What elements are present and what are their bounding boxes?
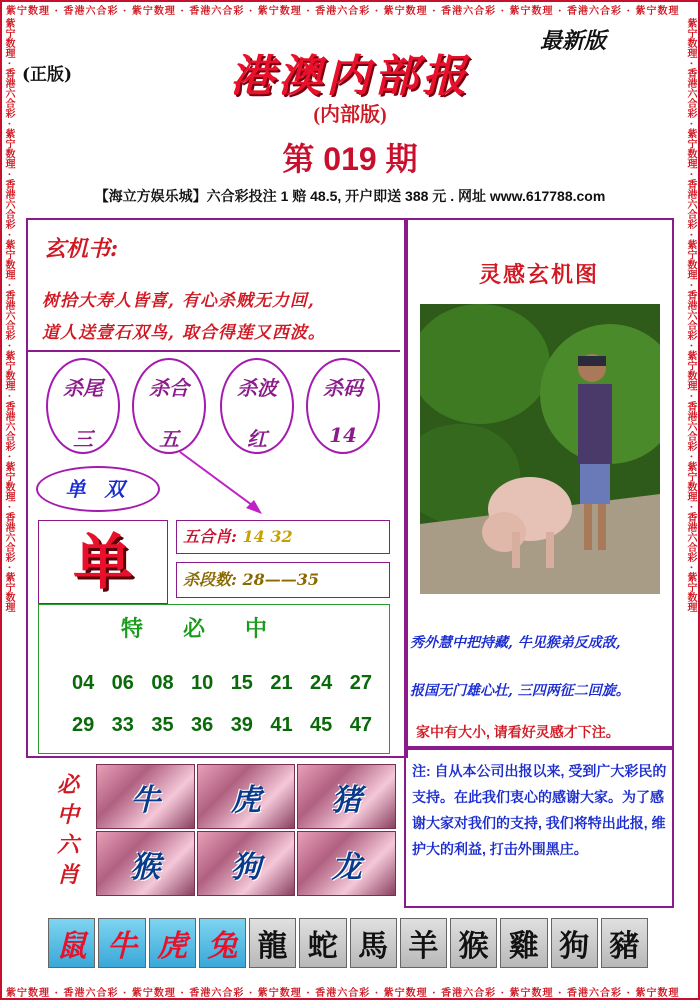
must-hit-six-label: 必中六肖 xyxy=(56,772,79,888)
xuanjishu-line-1: 树拾大寿人皆喜, 有心杀贼无力回, xyxy=(42,291,315,311)
five-combo-box xyxy=(176,520,390,554)
kill-range-label: 杀段数: xyxy=(183,570,237,589)
zodiac-rabbit: 兔 xyxy=(199,918,246,968)
zodiac-cell: 猪 xyxy=(297,764,396,829)
page-subtitle: (内部版) xyxy=(313,104,387,126)
inspiration-title: 灵感玄机图 xyxy=(478,262,599,288)
number-cell: 39 xyxy=(230,714,253,736)
poem-line-1: 秀外慧中把持藏, 牛见猴弟反成敌, xyxy=(410,635,621,651)
number-cell: 04 xyxy=(72,672,95,694)
xuanjishu-title: 玄机书: xyxy=(44,236,119,262)
zodiac-cell: 狗 xyxy=(197,831,296,896)
number-cell: 21 xyxy=(270,672,293,694)
border-text-left: 紫宁数理 · 香港六合彩 · 紫宁数理 · 香港六合彩 · 紫宁数理 · 香港六合彩 · 紫宁数理 · 香港六合彩 · 紫宁数理 · 香港六合彩 · 紫宁数理 xyxy=(3,18,14,613)
notice-text: 注: 自从本公司出报以来, 受到广大彩民的支持。在此我们衷心的感谢大家。为了感谢大家对我们的支持, 我们将特出此报, 维护大的利益, 打击外围黑庄。 xyxy=(412,763,667,857)
page-title: 港澳内部报 xyxy=(230,51,470,102)
zodiac-cell: 龙 xyxy=(297,831,396,896)
oval-kill-combo: 杀合 五 xyxy=(132,358,206,454)
oval-kill-color: 杀波 红 xyxy=(220,358,294,454)
zodiac-cell: 牛 xyxy=(96,764,195,829)
zodiac-pig: 豬 xyxy=(601,918,648,968)
odd-result-char: 单 xyxy=(73,528,133,598)
number-cell: 06 xyxy=(111,672,134,694)
odd-result-box xyxy=(38,520,168,604)
oval-kill-number: 杀码 14 xyxy=(306,358,380,454)
border-text-right: 紫宁数理 · 香港六合彩 · 紫宁数理 · 香港六合彩 · 紫宁数理 · 香港六合彩 · 紫宁数理 · 香港六合彩 · 紫宁数理 · 香港六合彩 · 紫宁数理 xyxy=(685,18,696,613)
number-cell: 41 xyxy=(270,714,293,736)
inspiration-photo xyxy=(420,304,660,594)
five-combo-label: 五合肖: xyxy=(183,527,237,546)
border-text-bottom: 紫宁数理 · 香港六合彩 · 紫宁数理 · 香港六合彩 · 紫宁数理 · 香港六合彩 · 紫宁数理 · 香港六合彩 · 紫宁数理 · 香港六合彩 · 紫宁数理 xyxy=(6,988,680,998)
number-cell: 33 xyxy=(111,714,134,736)
issue-number: 第 019 期 xyxy=(282,141,418,177)
xuanjishu-line-2: 道人送壹石双鸟, 取合得莲又西波。 xyxy=(42,323,326,343)
zodiac-bar xyxy=(48,918,648,968)
zodiac-goat: 羊 xyxy=(400,918,447,968)
poem-line-2: 报国无门雄心壮, 三四两征二回旋。 xyxy=(410,683,630,699)
number-cell: 24 xyxy=(310,672,333,694)
oval-kill-tail: 杀尾 三 xyxy=(46,358,120,454)
numbers-row-1 xyxy=(72,672,372,695)
number-cell: 29 xyxy=(72,714,95,736)
zodiac-cell: 猴 xyxy=(96,831,195,896)
zodiac-monkey: 猴 xyxy=(450,918,497,968)
number-cell: 45 xyxy=(310,714,333,736)
number-cell: 35 xyxy=(151,714,174,736)
zodiac-tiger: 虎 xyxy=(149,918,196,968)
edition-label-right: 最新版 xyxy=(540,28,607,54)
inspiration-tip: 家中有大小, 请看好灵感才下注。 xyxy=(416,724,620,740)
number-cell: 27 xyxy=(349,672,372,694)
special-numbers-title: 特必中 xyxy=(120,616,307,642)
ad-line: 【海立方娱乐城】六合彩投注 1 赔 48.5, 开户即送 388 元 . 网址 www.617788.com xyxy=(94,188,606,204)
border-text-top: 紫宁数理 · 香港六合彩 · 紫宁数理 · 香港六合彩 · 紫宁数理 · 香港六合彩 · 紫宁数理 · 香港六合彩 · 紫宁数理 · 香港六合彩 · 紫宁数理 xyxy=(6,6,680,16)
number-cell: 08 xyxy=(151,672,174,694)
zodiac-rat: 鼠 xyxy=(48,918,95,968)
divider xyxy=(28,350,400,352)
kill-range-box xyxy=(176,562,390,598)
arrow-icon xyxy=(176,448,266,520)
numbers-row-2 xyxy=(72,714,372,737)
zodiac-cell: 虎 xyxy=(197,764,296,829)
five-combo-value: 14 32 xyxy=(242,527,293,546)
zodiac-photo-grid xyxy=(96,764,396,896)
zodiac-dragon: 龍 xyxy=(249,918,296,968)
edition-label-left: (正版) xyxy=(22,65,73,85)
number-cell: 10 xyxy=(191,672,214,694)
odd-even-oval: 单 双 xyxy=(36,466,160,512)
zodiac-snake: 蛇 xyxy=(299,918,346,968)
zodiac-horse: 馬 xyxy=(350,918,397,968)
number-cell: 15 xyxy=(230,672,253,694)
kill-range-value: 28——35 xyxy=(242,570,320,589)
zodiac-rooster: 雞 xyxy=(500,918,547,968)
zodiac-dog: 狗 xyxy=(551,918,598,968)
number-cell: 36 xyxy=(191,714,214,736)
zodiac-ox: 牛 xyxy=(98,918,145,968)
number-cell: 47 xyxy=(349,714,372,736)
